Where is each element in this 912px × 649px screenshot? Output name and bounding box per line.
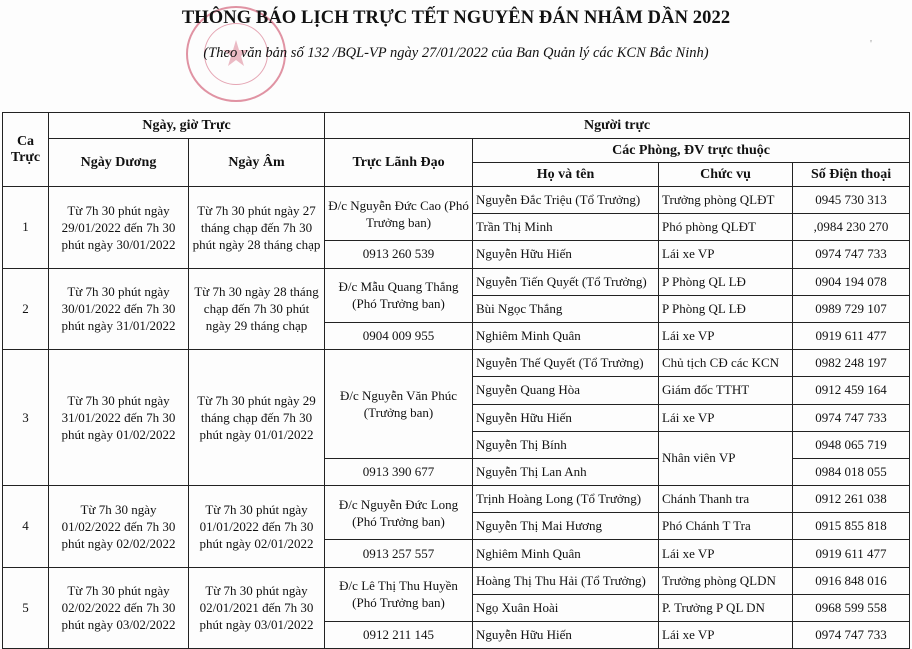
solar-date-range: Từ 7h 30 phút ngày 29/01/2022 đến 7h 30 phút ngày 30/01/2022 xyxy=(49,187,189,269)
staff-role: Nhân viên VP xyxy=(659,431,793,485)
leader-phone: 0904 009 955 xyxy=(325,322,473,349)
leader-phone: 0913 260 539 xyxy=(325,241,473,268)
staff-role: Lái xe VP xyxy=(659,322,793,349)
header-truc-lanh-dao: Trực Lãnh Đạo xyxy=(325,139,473,187)
staff-role: Giám đốc TTHT xyxy=(659,377,793,404)
shift-number: 4 xyxy=(3,486,49,568)
leader-name: Đ/c Nguyễn Đức Long (Phó Trưởng ban) xyxy=(325,486,473,540)
staff-role: Chủ tịch CĐ các KCN xyxy=(659,350,793,377)
staff-phone: 0919 611 477 xyxy=(793,322,910,349)
staff-role: P Phòng QL LĐ xyxy=(659,268,793,295)
staff-phone: 0912 261 038 xyxy=(793,486,910,513)
staff-name: Nguyễn Thị Lan Anh xyxy=(473,458,659,485)
staff-name: Nguyễn Hữu Hiến xyxy=(473,241,659,268)
table-row xyxy=(3,486,910,513)
lunar-date-range: Từ 7h 30 phút ngày 29 tháng chạp đến 7h 30 phút ngày 01/01/2022 xyxy=(189,350,325,486)
staff-role: Phó Chánh T Tra xyxy=(659,513,793,540)
staff-role: Chánh Thanh tra xyxy=(659,486,793,513)
solar-date-range: Từ 7h 30 phút ngày 02/02/2022 đến 7h 30 phút ngày 03/02/2022 xyxy=(49,567,189,649)
table-row xyxy=(3,567,910,594)
leader-phone: 0912 211 145 xyxy=(325,622,473,649)
staff-phone: ,0984 230 270 xyxy=(793,214,910,241)
shift-number: 3 xyxy=(3,350,49,486)
staff-phone: 0945 730 313 xyxy=(793,187,910,214)
leader-name: Đ/c Lê Thị Thu Huyền (Phó Trưởng ban) xyxy=(325,567,473,621)
staff-role: P Phòng QL LĐ xyxy=(659,295,793,322)
lunar-date-range: Từ 7h 30 phút ngày 27 tháng chạp đến 7h 30 phút ngày 28 tháng chạp xyxy=(189,187,325,269)
document-title: THÔNG BÁO LỊCH TRỰC TẾT NGUYÊN ĐÁN NHÂM DẦN 2022 xyxy=(181,8,731,28)
staff-phone: 0984 018 055 xyxy=(793,458,910,485)
staff-role: Trưởng phòng QLDN xyxy=(659,567,793,594)
staff-phone: 0974 747 733 xyxy=(793,241,910,268)
leader-name: Đ/c Mẫu Quang Thắng (Phó Trưởng ban) xyxy=(325,268,473,322)
header-so-dien-thoai: Số Điện thoại xyxy=(793,163,910,187)
document-subtitle: (Theo văn bản số 132 /BQL-VP ngày 27/01/2022 của Ban Quản lý các KCN Bắc Ninh) xyxy=(203,45,709,61)
staff-name: Nguyễn Hữu Hiến xyxy=(473,404,659,431)
staff-name: Nghiêm Minh Quân xyxy=(473,322,659,349)
solar-date-range: Từ 7h 30 phút ngày 31/01/2022 đến 7h 30 phút ngày 01/02/2022 xyxy=(49,350,189,486)
staff-name: Nguyễn Hữu Hiến xyxy=(473,622,659,649)
solar-date-range: Từ 7h 30 ngày 01/02/2022 đến 7h 30 phút ngày 02/02/2022 xyxy=(49,486,189,568)
staff-name: Nguyễn Thế Quyết (Tổ Trưởng) xyxy=(473,350,659,377)
staff-role: Lái xe VP xyxy=(659,540,793,567)
staff-phone: 0912 459 164 xyxy=(793,377,910,404)
header-ca-truc: Ca Trực xyxy=(3,113,49,187)
header-nguoi-truc: Người trực xyxy=(325,113,910,139)
leader-phone: 0913 257 557 xyxy=(325,540,473,567)
staff-phone: 0948 065 719 xyxy=(793,431,910,458)
shift-number: 2 xyxy=(3,268,49,350)
header-cac-phong: Các Phòng, ĐV trực thuộc xyxy=(473,139,910,163)
staff-name: Nguyễn Quang Hòa xyxy=(473,377,659,404)
shift-number: 5 xyxy=(3,567,49,649)
staff-role: Lái xe VP xyxy=(659,404,793,431)
duty-schedule-table xyxy=(2,112,910,649)
shift-number: 1 xyxy=(3,187,49,269)
staff-phone: 0919 611 477 xyxy=(793,540,910,567)
leader-name: Đ/c Nguyễn Đức Cao (Phó Trưởng ban) xyxy=(325,187,473,241)
margin-mark: ' xyxy=(870,38,872,50)
staff-role: P. Trưởng P QL DN xyxy=(659,594,793,621)
table-row xyxy=(3,187,910,214)
header-ngay-am: Ngày Âm xyxy=(189,139,325,187)
staff-name: Bùi Ngọc Thắng xyxy=(473,295,659,322)
staff-name: Ngọ Xuân Hoài xyxy=(473,594,659,621)
staff-name: Nghiêm Minh Quân xyxy=(473,540,659,567)
staff-phone: 0982 248 197 xyxy=(793,350,910,377)
leader-phone: 0913 390 677 xyxy=(325,458,473,485)
staff-phone: 0989 729 107 xyxy=(793,295,910,322)
solar-date-range: Từ 7h 30 phút ngày 30/01/2022 đến 7h 30 phút ngày 31/01/2022 xyxy=(49,268,189,350)
leader-name: Đ/c Nguyễn Văn Phúc (Trưởng ban) xyxy=(325,350,473,459)
staff-name: Nguyễn Thị Mai Hương xyxy=(473,513,659,540)
staff-phone: 0916 848 016 xyxy=(793,567,910,594)
staff-phone: 0915 855 818 xyxy=(793,513,910,540)
header-ho-va-ten: Họ và tên xyxy=(473,163,659,187)
header-ngay-gio-truc: Ngày, giờ Trực xyxy=(49,113,325,139)
staff-role: Lái xe VP xyxy=(659,622,793,649)
staff-role: Trưởng phòng QLĐT xyxy=(659,187,793,214)
staff-name: Trịnh Hoàng Long (Tổ Trưởng) xyxy=(473,486,659,513)
lunar-date-range: Từ 7h 30 phút ngày 01/01/2022 đến 7h 30 phút ngày 02/01/2022 xyxy=(189,486,325,568)
staff-role: Lái xe VP xyxy=(659,241,793,268)
staff-phone: 0974 747 733 xyxy=(793,404,910,431)
staff-name: Hoàng Thị Thu Hải (Tổ Trưởng) xyxy=(473,567,659,594)
staff-name: Nguyễn Tiến Quyết (Tổ Trưởng) xyxy=(473,268,659,295)
lunar-date-range: Từ 7h 30 ngày 28 tháng chạp đến 7h 30 phút ngày 29 tháng chạp xyxy=(189,268,325,350)
staff-phone: 0974 747 733 xyxy=(793,622,910,649)
staff-role: Phó phòng QLĐT xyxy=(659,214,793,241)
staff-name: Nguyễn Thị Bính xyxy=(473,431,659,458)
staff-phone: 0968 599 558 xyxy=(793,594,910,621)
table-row xyxy=(3,350,910,377)
staff-name: Nguyễn Đắc Triệu (Tổ Trưởng) xyxy=(473,187,659,214)
staff-name: Trần Thị Minh xyxy=(473,214,659,241)
header-chuc-vu: Chức vụ xyxy=(659,163,793,187)
staff-phone: 0904 194 078 xyxy=(793,268,910,295)
header-ngay-duong: Ngày Dương xyxy=(49,139,189,187)
table-row xyxy=(3,268,910,295)
lunar-date-range: Từ 7h 30 phút ngày 02/01/2021 đến 7h 30 phút ngày 03/01/2022 xyxy=(189,567,325,649)
